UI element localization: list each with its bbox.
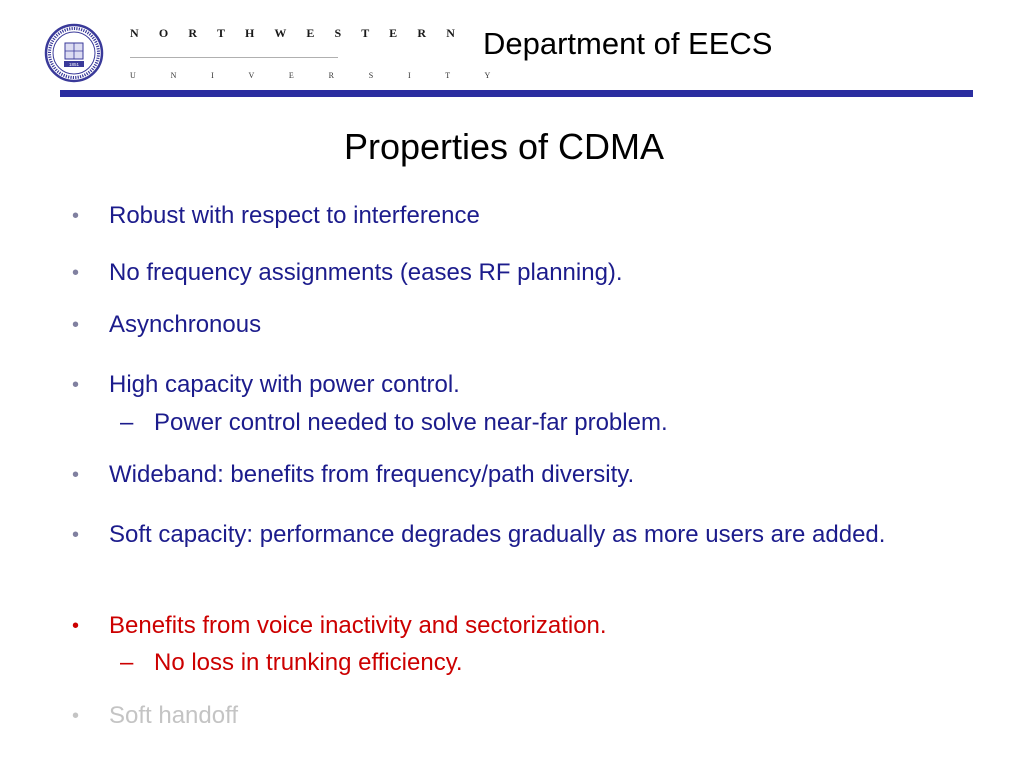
university-seal-icon xyxy=(44,23,104,83)
sub-bullet-text: Power control needed to solve near-far problem. xyxy=(154,409,668,436)
wordmark-divider xyxy=(130,57,338,58)
sub-bullet-text: No loss in trunking efficiency. xyxy=(154,649,463,676)
bullet-text: Asynchronous xyxy=(109,311,262,338)
bullet-marker: • xyxy=(72,262,80,284)
university-wordmark-bottom: U N I V E R S I T Y xyxy=(130,71,507,80)
bullet-text: Soft handoff xyxy=(109,702,238,729)
bullet-marker: • xyxy=(72,524,80,546)
bullet-marker: • xyxy=(72,374,80,396)
department-title: Department of EECS xyxy=(483,26,773,61)
university-wordmark-top: N O R T H W E S T E R N xyxy=(130,26,464,40)
slide-title: Properties of CDMA xyxy=(343,126,665,167)
bullet-text: Robust with respect to interference xyxy=(109,202,480,229)
bullet-text: Soft capacity: performance degrades gradually as more users are added. xyxy=(109,521,886,548)
header-divider-bar xyxy=(60,90,973,97)
bullet-text: Benefits from voice inactivity and sectorization. xyxy=(109,612,607,639)
bullet-marker: • xyxy=(72,464,80,486)
sub-bullet-marker: – xyxy=(120,409,134,436)
svg-text:1851: 1851 xyxy=(68,62,80,67)
sub-bullet-marker: – xyxy=(120,649,134,676)
bullet-marker: • xyxy=(72,615,80,637)
bullet-text: No frequency assignments (eases RF planning). xyxy=(109,259,623,286)
bullet-text: High capacity with power control. xyxy=(109,371,460,398)
bullet-text: Wideband: benefits from frequency/path diversity. xyxy=(109,461,635,488)
bullet-marker: • xyxy=(72,705,80,727)
bullet-marker: • xyxy=(72,205,80,227)
bullet-marker: • xyxy=(72,314,80,336)
